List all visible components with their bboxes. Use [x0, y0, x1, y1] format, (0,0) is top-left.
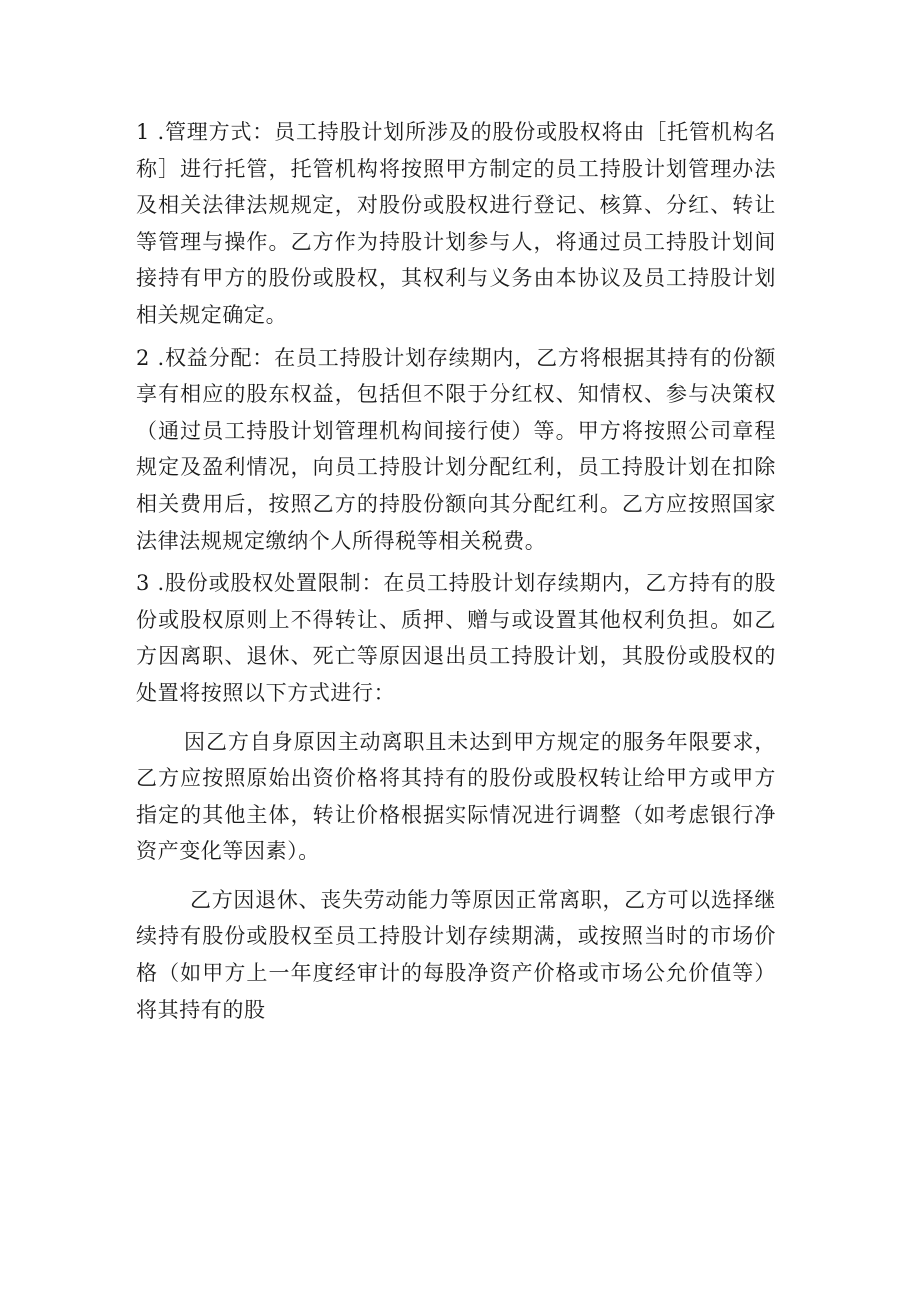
paragraph-normal-retirement: 乙方因退休、丧失劳动能力等原因正常离职，乙方可以选择继续持有股份或股权至员工持股计划存续期满，或按照当时的市场价格（如甲方上一年度经审计的每股净资产价格或市场公允价值等）将其持有的股: [136, 887, 776, 1022]
paragraph-management-method: 1 .管理方式：员工持股计划所涉及的股份或股权将由［托管机构名称］进行托管，托管机构将按照甲方制定的员工持股计划管理办法及相关法律法规规定，对股份或股权进行登记、核算、分红、转让等管理与操作。乙方作为持股计划参与人，将通过员工持股计划间接持有甲方的股份或股权，其权利与义务由本协议及员工持股计划相关规定确定。: [136, 120, 776, 327]
paragraph-disposal-restriction: 3 .股份或股权处置限制：在员工持股计划存续期内，乙方持有的股份或股权原则上不得转让、质押、赠与或设置其他权利负担。如乙方因离职、退休、死亡等原因退出员工持股计划，其股份或股权的处置将按照以下方式进行：: [136, 571, 776, 705]
paragraph-rights-distribution: 2 .权益分配：在员工持股计划存续期内，乙方将根据其持有的份额享有相应的股东权益，包括但不限于分红权、知情权、参与决策权（通过员工持股计划管理机构间接行使）等。甲方将按照公司章程规定及盈利情况，向员工持股计划分配红利，员工持股计划在扣除相关费用后，按照乙方的持股份额向其分配红利。乙方应按照国家法律法规规定缴纳个人所得税等相关税费。: [136, 345, 776, 553]
paragraph-voluntary-resignation: 因乙方自身原因主动离职且未达到甲方规定的服务年限要求，乙方应按照原始出资价格将其持有的股份或股权转让给甲方或甲方指定的其他主体，转让价格根据实际情况进行调整（如考虑银行净资产变化等因素）。: [136, 729, 776, 864]
document-body: [136, 114, 776, 1034]
